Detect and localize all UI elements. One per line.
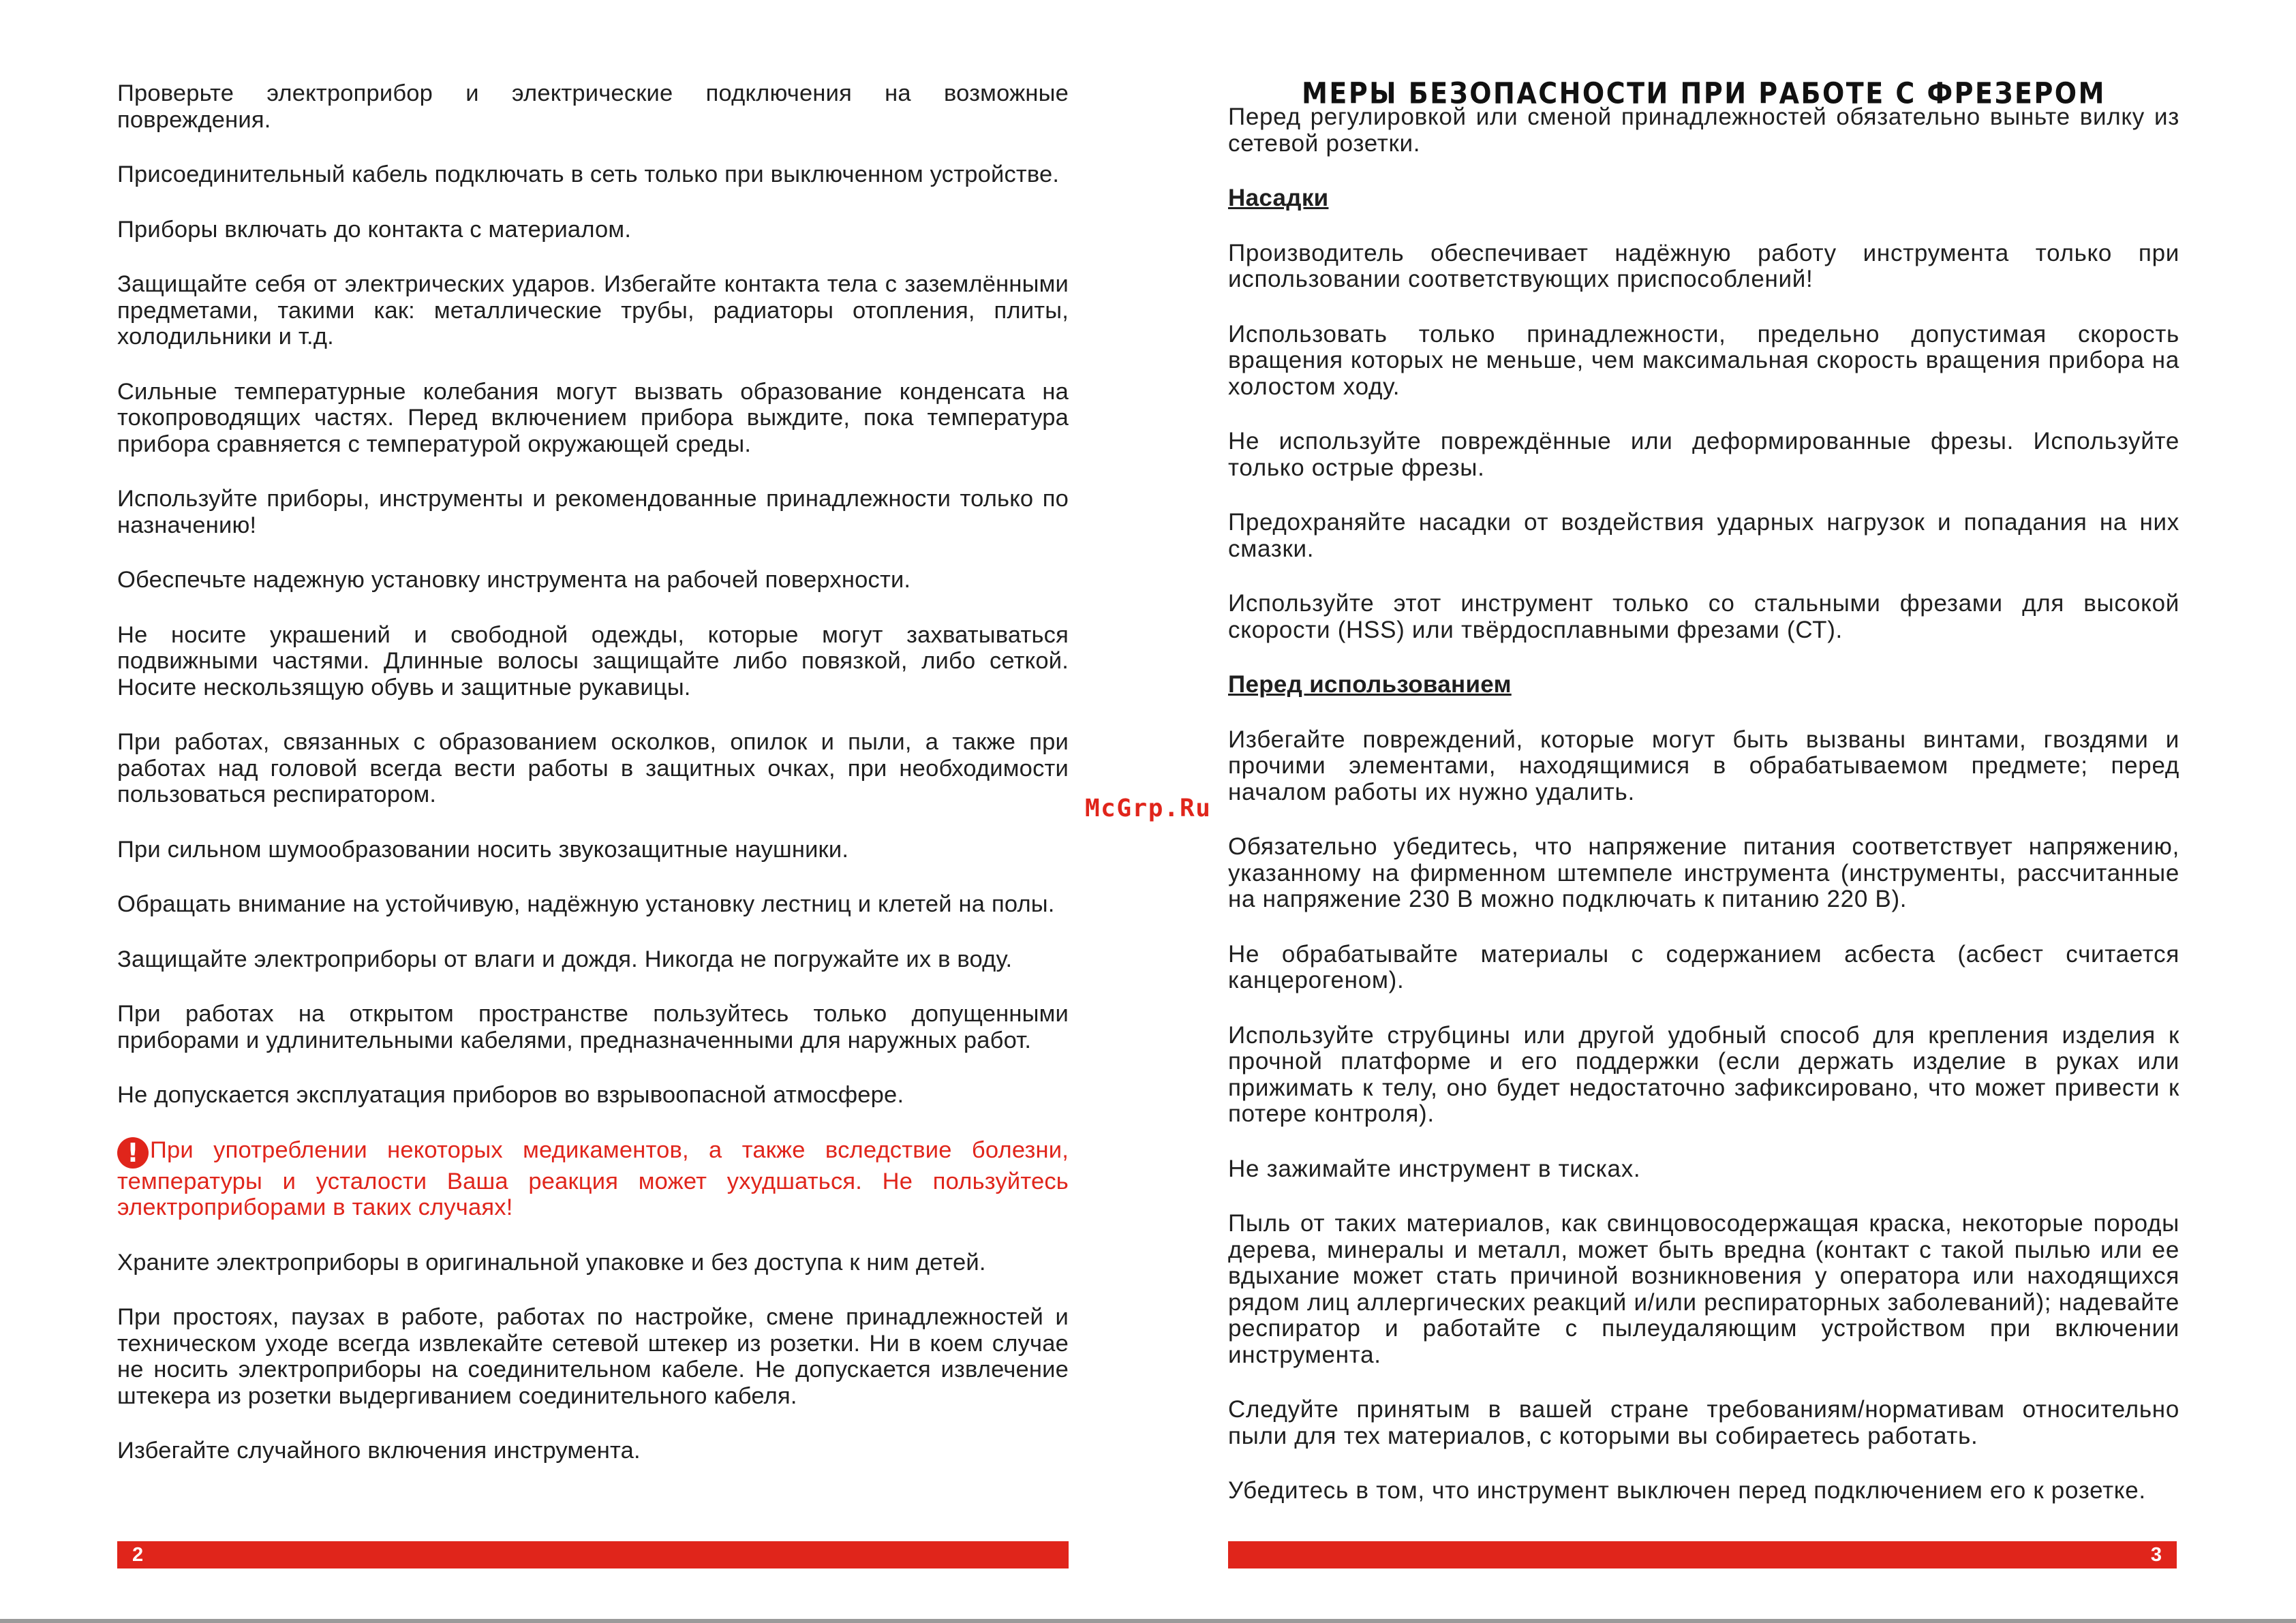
paragraph: Используйте этот инструмент только со стальными фрезами для высокой скорости (HSS) или твёрдосплавными фрезами (СТ).: [1228, 590, 2179, 643]
right-page-column: [1228, 78, 2179, 1533]
section-heading-before-use: Перед использованием: [1228, 671, 1512, 698]
footer-bar-left: [117, 1541, 1069, 1568]
intro-paragraph: Перед регулировкой или сменой принадлежностей обязательно выньте вилку из сетевой розетки.: [1228, 104, 2179, 157]
footer-bar-right: [1228, 1541, 2177, 1568]
watermark: McGrp.Ru: [1085, 794, 1212, 822]
paragraph: Храните электроприборы в оригинальной упаковке и без доступа к ним детей.: [117, 1249, 986, 1276]
paragraph: Производитель обеспечивает надёжную работу инструмента только при использовании соответствующих приспособлений!: [1228, 239, 2179, 292]
paragraph: Не используйте повреждённые или деформированные фрезы. Используйте только острые фрезы.: [1228, 428, 2179, 481]
bottom-divider: [0, 1619, 2296, 1623]
paragraph: Не носите украшений и свободной одежды, которые могут захватываться подвижными частями. Длинные волосы защищайте либо повязкой, либо сеткой. Носите нескользящую обувь и защитные рукавицы.: [117, 621, 1069, 700]
paragraph: Убедитесь в том, что инструмент выключен перед подключением его к розетке.: [1228, 1477, 2146, 1504]
paragraph: Приборы включать до контакта с материалом.: [117, 216, 632, 243]
paragraph: При работах, связанных с образованием осколков, опилок и пыли, а также при работах над головой всегда вести работы в защитных очках, при необходимости пользоваться респиратором.: [117, 729, 1069, 807]
paragraph: Используйте струбцины или другой удобный способ для крепления изделия к прочной платформе и его поддержки (если держать изделие в руках или прижимать к телу, оно будет недостаточно зафиксировано, что может привести к потере контроля).: [1228, 1021, 2179, 1127]
warning-text: При употреблении некоторых медикаментов, а также вследствие болезни, температуры и усталости Ваша реакция может ухудшаться. Не пользуйтесь электроприборами в таких случаях!: [117, 1137, 1069, 1220]
paragraph: При простоях, паузах в работе, работах по настройке, смене принадлежностей и техническом уходе всегда извлекайте сетевой штекер из розетки. Ни в коем случае не носить электроприборы на соединительном кабеле. Не допускается извлечение штекера из розетки выдергиванием соединительного кабеля.: [117, 1304, 1069, 1409]
page-number: 2: [132, 1544, 144, 1566]
paragraph: Защищайте себя от электрических ударов. Избегайте контакта тела с заземлёнными предметами, такими как: металлические трубы, радиаторы отопления, плиты, холодильники и т.д.: [117, 271, 1069, 350]
paragraph: Проверьте электроприбор и электрические подключения на возможные повреждения.: [117, 80, 1069, 133]
paragraph: Присоединительный кабель подключать в сеть только при выключенном устройстве.: [117, 161, 1060, 187]
paragraph: Защищайте электроприборы от влаги и дождя. Никогда не погружайте их в воду.: [117, 946, 1013, 972]
left-page-column: [117, 80, 1069, 1493]
paragraph: Сильные температурные колебания могут вызвать образование конденсата на токопроводящих частях. Перед включением прибора выждите, пока температура прибора сравняется с температурой окружающей среды.: [117, 378, 1069, 457]
section-heading-attachments: Насадки: [1228, 185, 1329, 211]
paragraph: Не зажимайте инструмент в тисках.: [1228, 1155, 1641, 1182]
warning-paragraph: [117, 1137, 1069, 1221]
paragraph: Не допускается эксплуатация приборов во взрывоопасной атмосфере.: [117, 1082, 904, 1108]
exclamation-icon: !: [117, 1137, 149, 1169]
paragraph: Обращать внимание на устойчивую, надёжную установку лестниц и клетей на полы.: [117, 891, 1055, 917]
paragraph: Обязательно убедитесь, что напряжение питания соответствует напряжению, указанному на фирменном штемпеле инструмента (инструменты, рассчитанные на напряжение 230 В можно подключать к питанию 220 В).: [1228, 833, 2179, 912]
paragraph: Следуйте принятым в вашей стране требованиям/нормативам относительно пыли для тех материалов, с которыми вы собираетесь работать.: [1228, 1396, 2179, 1449]
paragraph: Предохраняйте насадки от воздействия ударных нагрузок и попадания на них смазки.: [1228, 509, 2179, 562]
paragraph: Избегайте случайного включения инструмента.: [117, 1438, 641, 1464]
paragraph: Не обрабатывайте материалы с содержанием асбеста (асбест считается канцерогеном).: [1228, 940, 2179, 993]
paragraph: Избегайте повреждений, которые могут быть вызваны винтами, гвоздями и прочими элементами, находящимися в обрабатываемом предмете; перед началом работы их нужно удалить.: [1228, 726, 2179, 805]
paragraph: При сильном шумообразовании носить звукозащитные наушники.: [117, 836, 849, 863]
paragraph: Использовать только принадлежности, предельно допустимая скорость вращения которых не меньше, чем максимальная скорость вращения прибора на холостом ходу.: [1228, 320, 2179, 400]
paragraph: Используйте приборы, инструменты и рекомендованные принадлежности только по назначению!: [117, 486, 1069, 538]
paragraph: При работах на открытом пространстве пользуйтесь только допущенными приборами и удлинительными кабелями, предназначенными для наружных работ.: [117, 1001, 1069, 1053]
paragraph: Пыль от таких материалов, как свинцовосодержащая краска, некоторые породы дерева, минералы и металл, может быть вредна (контакт с такой пылью или ее вдыхание может стать причиной возникновения у оператора или находящихся рядом лиц аллергических реакций и/или респираторных заболеваний); надевайте респиратор и работайте с пылеудаляющим устройством при включении инструмента.: [1228, 1210, 2179, 1368]
paragraph: Обеспечьте надежную установку инструмента на рабочей поверхности.: [117, 567, 911, 593]
page-title: МЕРЫ БЕЗОПАСНОСТИ ПРИ РАБОТЕ С ФРЕЗЕРОМ: [1302, 76, 2106, 110]
page-number: 3: [2150, 1544, 2162, 1566]
